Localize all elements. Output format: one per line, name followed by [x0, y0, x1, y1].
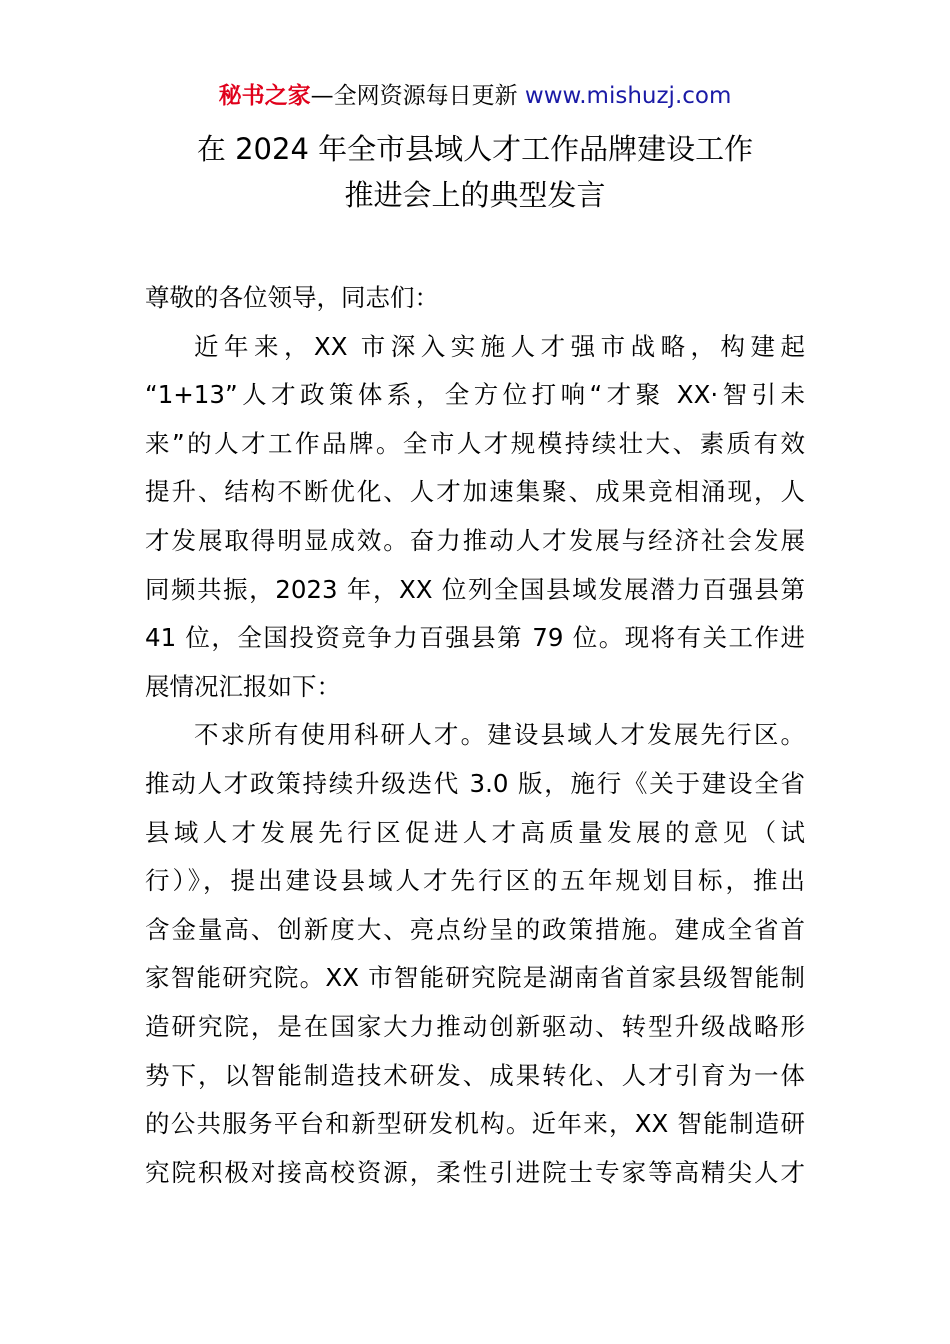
salutation: 尊敬的各位领导，同志们： [145, 283, 439, 312]
body-line: 家智能研究院。XX 市智能研究院是湖南省首家县级智能制 [145, 963, 805, 993]
document-body [145, 274, 805, 1197]
body-line: 含金量高、创新度大、亮点纷呈的政策措施。建成全省首 [145, 914, 805, 944]
title-line-1: 在 2024 年全市县域人才工作品牌建设工作 [196, 132, 754, 166]
body-line: 来”的人才工作品牌。全市人才规模持续壮大、素质有效 [145, 428, 805, 458]
site-header [0, 80, 950, 112]
body-line: 同频共振，2023 年，XX 位列全国县域发展潜力百强县第 [145, 574, 805, 604]
header-tagline: 全网资源每日更新 [333, 83, 518, 109]
body-line: 推动人才政策持续升级迭代 3.0 版，施行《关于建设全省 [145, 768, 805, 798]
body-line: 提升、结构不断优化、人才加速集聚、成果竞相涌现，人 [145, 477, 805, 507]
body-line: 县域人才发展先行区促进人才高质量发展的意见（试 [145, 817, 805, 847]
title-line-2: 推进会上的典型发言 [344, 178, 606, 212]
body-line: 造研究院，是在国家大力推动创新驱动、转型升级战略形 [145, 1011, 805, 1041]
brand-name: 秘书之家 [218, 83, 311, 109]
site-url-link[interactable]: www.mishuzj.com [524, 83, 732, 109]
body-line: “1+13”人才政策体系，全方位打响“才聚 XX·智引未 [145, 380, 805, 410]
header-dash: — [310, 83, 334, 109]
body-line: 展情况汇报如下： [145, 671, 341, 701]
document-title [0, 126, 950, 218]
body-line: 行）》，提出建设县域人才先行区的五年规划目标，推出 [145, 866, 805, 896]
body-line: 不求所有使用科研人才。建设县域人才发展先行区。 [194, 720, 805, 750]
body-line: 究院积极对接高校资源，柔性引进院士专家等高精尖人才 [145, 1157, 805, 1187]
body-line: 势下，以智能制造技术研发、成果转化、人才引育为一体 [145, 1060, 805, 1090]
body-line: 才发展取得明显成效。奋力推动人才发展与经济社会发展 [145, 525, 805, 555]
body-line: 41 位，全国投资竞争力百强县第 79 位。现将有关工作进 [145, 623, 805, 653]
body-line: 的公共服务平台和新型研发机构。近年来，XX 智能制造研 [145, 1109, 805, 1139]
body-line: 近年来，XX 市深入实施人才强市战略，构建起 [194, 331, 805, 361]
